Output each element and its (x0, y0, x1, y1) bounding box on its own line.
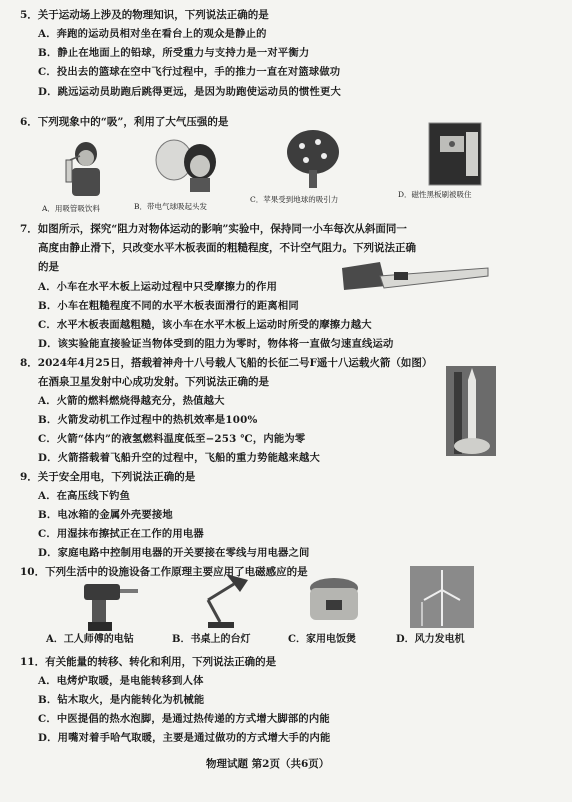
q9-option-b: B．电冰箱的金属外壳要接地 (38, 509, 173, 521)
q10-stem: 10．下列生活中的设施设备工作原理主要应用了电磁感应的是 (20, 566, 308, 578)
q8-option-c: C．火箭“体内”的液氢燃料温度低至−253 ℃，内能为零 (38, 433, 306, 445)
q5-option-b: B．静止在地面上的铅球，所受重力与支持力是一对平衡力 (38, 47, 310, 59)
q8-option-b: B．火箭发动机工作过程中的热机效率是100% (38, 414, 258, 426)
q5-stem: 5．关于运动场上涉及的物理知识，下列说法正确的是 (20, 9, 269, 21)
q8-stem-line1: 8．2024年4月25日，搭载着神舟十八号载人飞船的长征二号F遥十八运载火箭（如图） (20, 357, 433, 369)
q9-option-c: C．用湿抹布擦拭正在工作的用电器 (38, 528, 204, 540)
q11-option-a: A．电烤炉取暖，是电能转移到人体 (38, 675, 204, 687)
q7-option-a: A．小车在水平木板上运动过程中只受摩擦力的作用 (38, 281, 278, 293)
q6-option-b: B．带电气球吸起头发 (134, 202, 208, 211)
boy-drinking-image (60, 138, 112, 198)
q6-option-a: A．用吸管吸饮料 (42, 204, 100, 213)
incline-cart-image (340, 260, 490, 300)
q9-stem: 9．关于安全用电，下列说法正确的是 (20, 471, 196, 483)
q7-option-c: C．水平木板表面越粗糙，该小车在水平木板上运动时所受的摩擦力越大 (38, 319, 372, 331)
q7-stem-line1: 7．如图所示，探究“阻力对物体运动的影响”实验中，保持同一小车每次从斜面同一 (20, 223, 407, 235)
q8-option-d: D．火箭搭载着飞船升空的过程中，飞船的重力势能越来越大 (38, 452, 321, 464)
q5-option-d: D．跳远运动员助跑后跳得更远，是因为助跑使运动员的惯性更大 (38, 86, 342, 98)
q10-option-b: B．书桌上的台灯 (172, 634, 251, 645)
q11-option-d: D．用嘴对着手哈气取暖，主要是通过做功的方式增大手的内能 (38, 732, 331, 744)
wind-turbine-image (410, 566, 474, 628)
q11-option-c: C．中医提倡的热水泡脚，是通过热传递的方式增大脚部的内能 (38, 713, 330, 725)
q8-stem-line2: 在酒泉卫星发射中心成功发射。下列说法正确的是 (38, 376, 269, 388)
q11-stem: 11．有关能量的转移、转化和利用，下列说法正确的是 (20, 656, 277, 668)
q9-option-a: A．在高压线下钓鱼 (38, 490, 131, 502)
apple-tree-image (284, 128, 342, 190)
electric-drill-image (78, 578, 140, 632)
q7-stem-line3: 的是 (38, 261, 59, 273)
balloon-hair-image (154, 136, 220, 194)
q6-option-c: C．苹果受到地球的吸引力 (250, 195, 339, 204)
q10-option-d: D．风力发电机 (396, 634, 465, 645)
q5-option-c: C．投出去的篮球在空中飞行过程中，手的推力一直在对篮球做功 (38, 66, 341, 78)
q6-option-d: D．磁性黑板刷被吸住 (398, 190, 472, 199)
q8-option-a: A．火箭的燃料燃烧得越充分，热值越大 (38, 395, 225, 407)
page-footer: 物理试题 第2页（共6页） (206, 758, 330, 770)
q11-option-b: B．钻木取火，是内能转化为机械能 (38, 694, 205, 706)
q7-option-b: B．小车在粗糙程度不同的水平木板表面滑行的距离相同 (38, 300, 299, 312)
desk-lamp-image (196, 570, 252, 630)
rice-cooker-image (306, 572, 362, 628)
q5-option-a: A．奔跑的运动员相对坐在看台上的观众是静止的 (38, 28, 267, 40)
rocket-launch-image (446, 366, 496, 456)
q6-stem: 6．下列现象中的“吸”，利用了大气压强的是 (20, 116, 229, 128)
q7-stem-line2: 高度由静止滑下，只改变水平木板表面的粗糙程度，不计空气阻力。下列说法正确 (38, 242, 416, 254)
magnetic-board-eraser-image (428, 122, 482, 186)
q7-option-d: D．该实验能直接验证当物体受到的阻力为零时，物体将一直做匀速直线运动 (38, 338, 394, 350)
q10-option-a: A．工人师傅的电钻 (46, 634, 134, 645)
q9-option-d: D．家庭电路中控制用电器的开关要接在零线与用电器之间 (38, 547, 310, 559)
q10-option-c: C．家用电饭煲 (288, 634, 356, 645)
